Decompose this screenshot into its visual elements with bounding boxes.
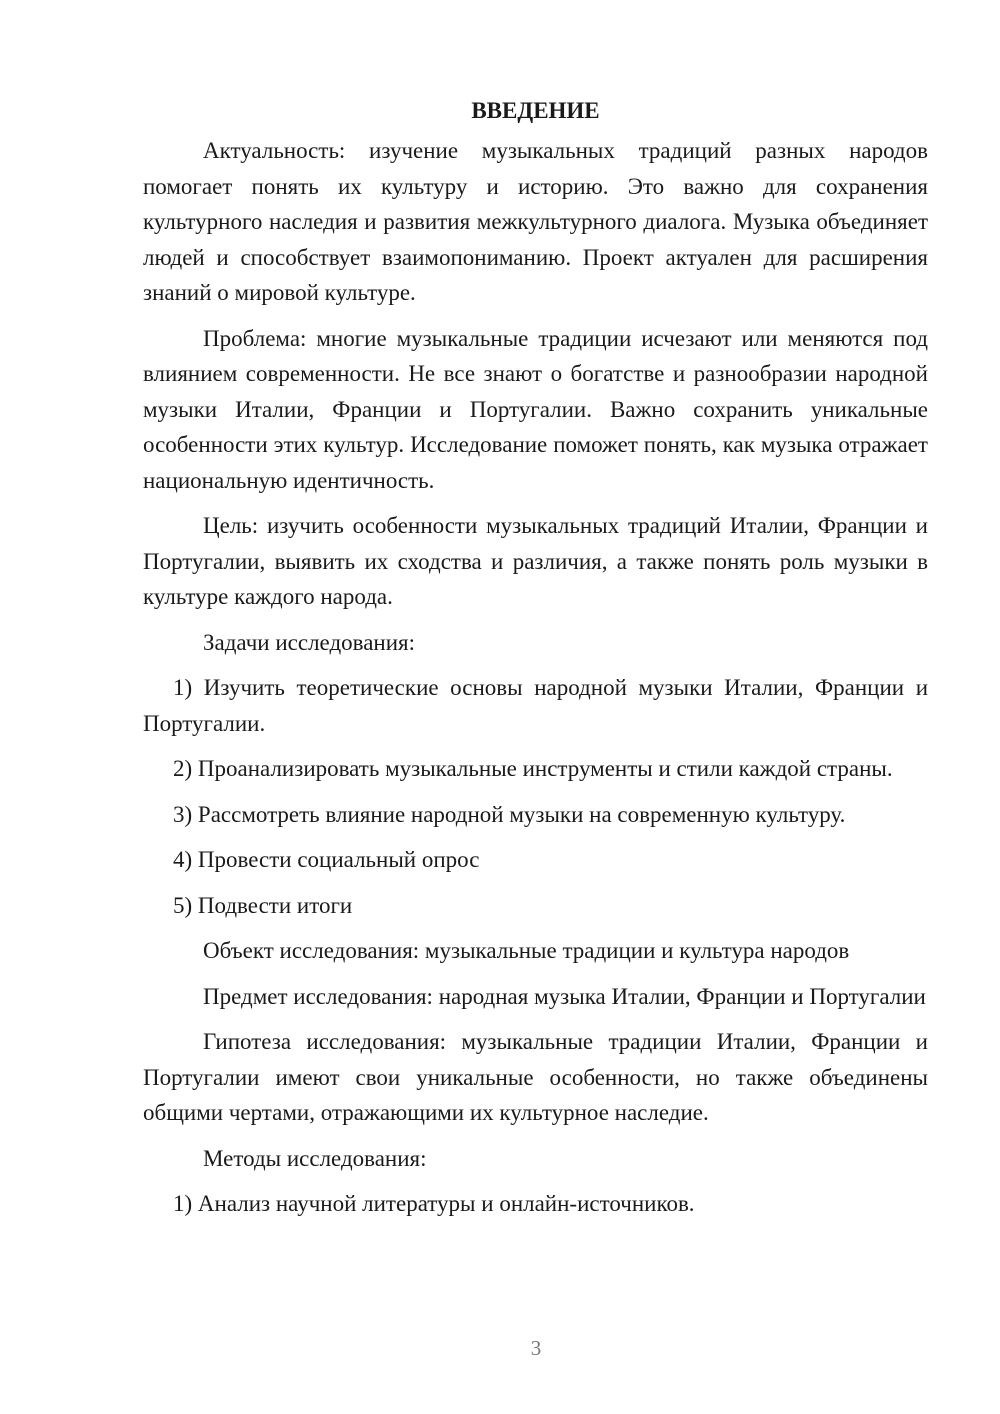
problem-paragraph: Проблема: многие музыкальные традиции исчезают или меняются под влиянием современности. Не все знают о богатстве и разнообразии народной музыки Италии, Франции и Португалии. Важно сохранить уникальные особенности этих культур. Исследование поможет понять, как музыка отражает национальную идентичность. <box>143 325 928 493</box>
task-item-1: 1) Изучить теоретические основы народной музыки Италии, Франции и Португалии. <box>143 675 928 736</box>
relevance-paragraph: Актуальность: изучение музыкальных традиций разных народов помогает понять их культуру и историю. Это важно для сохранения культурного наследия и развития межкультурного диалога. Музыка объединяет людей и способствует взаимопониманию. Проект актуален для расширения знаний о мировой культуре. <box>143 138 928 305</box>
task-item-5: 5) Подвести итоги <box>173 892 353 918</box>
page-number: 3 <box>530 1336 542 1360</box>
task-item-3: 3) Рассмотреть влияние народной музыки на современную культуру. <box>173 801 846 827</box>
methods-heading: Методы исследования: <box>203 1145 427 1171</box>
goal-paragraph: Цель: изучить особенности музыкальных традиций Италии, Франции и Португалии, выявить их сходства и различия, а также понять роль музыки в культуре каждого народа. <box>143 513 928 609</box>
subject-paragraph: Предмет исследования: народная музыка Италии, Франции и Португалии <box>203 983 926 1009</box>
hypothesis-paragraph: Гипотеза исследования: музыкальные традиции Италии, Франции и Португалии имеют свои уникальные особенности, но также объединены общими чертами, отражающими их культурное наследие. <box>143 1029 928 1125</box>
page-title: ВВЕДЕНИЕ <box>471 98 600 123</box>
task-item-2: 2) Проанализировать музыкальные инструменты и стили каждой страны. <box>173 756 893 781</box>
tasks-heading: Задачи исследования: <box>203 629 416 655</box>
document-page <box>143 97 928 1232</box>
object-paragraph: Объект исследования: музыкальные традиции и культура народов <box>203 938 850 963</box>
method-item-1: 1) Анализ научной литературы и онлайн-источников. <box>173 1191 695 1216</box>
task-item-4: 4) Провести социальный опрос <box>173 847 480 872</box>
